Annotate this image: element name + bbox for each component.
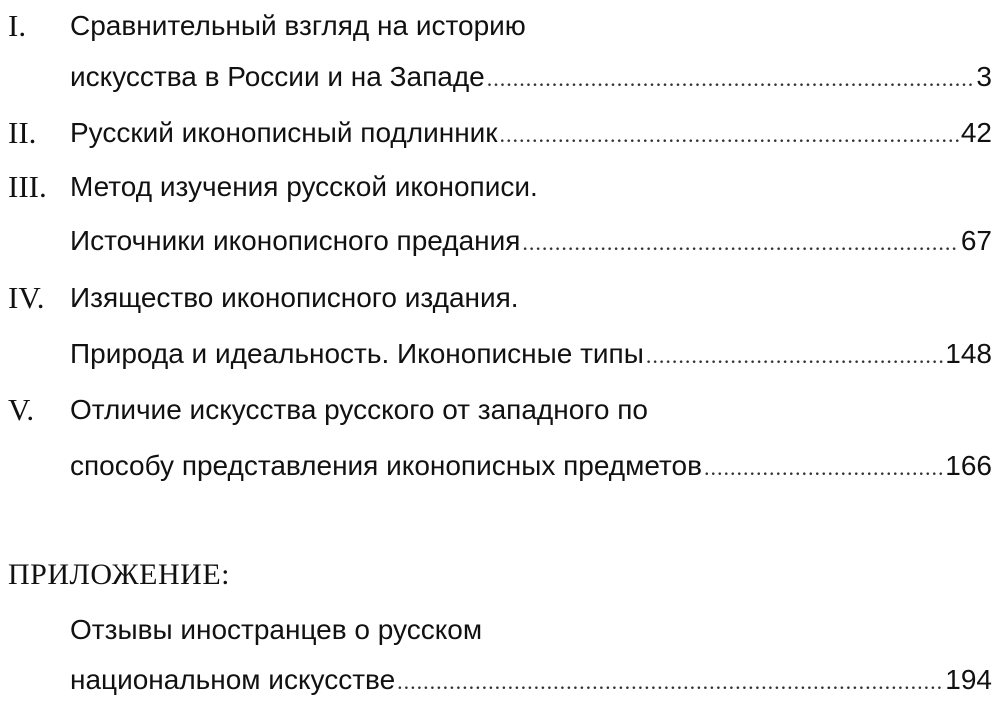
toc-page-number: 67 (960, 225, 992, 256)
toc-page-number: 148 (945, 338, 992, 369)
toc-entry-title: Сравнительный взгляд на историю (70, 10, 526, 41)
toc-entry-number: IV. (8, 280, 45, 315)
toc-entry-number: V. (8, 392, 35, 427)
dot-leader (397, 662, 943, 702)
toc-leader-row (70, 57, 992, 99)
toc-entry-title: Отличие искусства русского от западного по (70, 394, 648, 425)
appendix-entry-line-1 (0, 610, 1000, 650)
dot-leader (500, 115, 959, 155)
toc-entry-number: III. (8, 169, 47, 204)
toc-entry-5-line-1 (0, 390, 1000, 430)
toc-page-number: 3 (976, 61, 992, 92)
toc-leader-row (70, 660, 992, 702)
toc-entry-title-cont: способу представления иконописных предметов (70, 450, 702, 481)
toc-entry-3-line-2 (0, 221, 1000, 261)
toc-entry-4-line-1 (0, 278, 1000, 318)
toc-entry-title: Русский иконописный подлинник (70, 117, 498, 148)
toc-entry-5-line-2 (0, 446, 1000, 486)
toc-page-number: 42 (960, 117, 992, 148)
toc-entry-title: Изящество иконописного издания. (70, 282, 519, 313)
dot-leader (487, 59, 975, 99)
dot-leader (704, 448, 943, 488)
toc-page-number: 166 (945, 450, 992, 481)
toc-leader-row (70, 446, 992, 488)
appendix-heading: ПРИЛОЖЕНИЕ: (8, 558, 230, 591)
toc-entry-3-line-1 (0, 167, 1000, 207)
toc-entry-title-cont: Природа и идеальность. Иконописные типы (70, 338, 644, 369)
toc-entry-title: Метод изучения русской иконописи. (70, 171, 538, 202)
toc-leader-row (70, 221, 992, 263)
toc-entry-4-line-2 (0, 334, 1000, 374)
toc-entry-1-line-1 (0, 6, 1000, 46)
toc-entry-number: I. (8, 8, 27, 43)
toc-leader-row (70, 334, 992, 376)
dot-leader (522, 223, 958, 263)
toc-leader-row (70, 113, 992, 155)
toc-entry-title-cont: Источники иконописного предания (70, 225, 521, 256)
dot-leader (646, 336, 943, 376)
appendix-entry-line-2 (0, 660, 1000, 700)
appendix-entry-title-cont: национальном искусстве (70, 664, 396, 695)
toc-page-number: 194 (945, 664, 992, 695)
toc-entry-1-line-2 (0, 57, 1000, 97)
toc-entry-title-cont: искусства в России и на Западе (70, 61, 485, 92)
appendix-entry-title: Отзывы иностранцев о русском (70, 614, 483, 645)
toc-entry-2 (0, 113, 1000, 153)
toc-entry-number: II. (8, 115, 37, 150)
